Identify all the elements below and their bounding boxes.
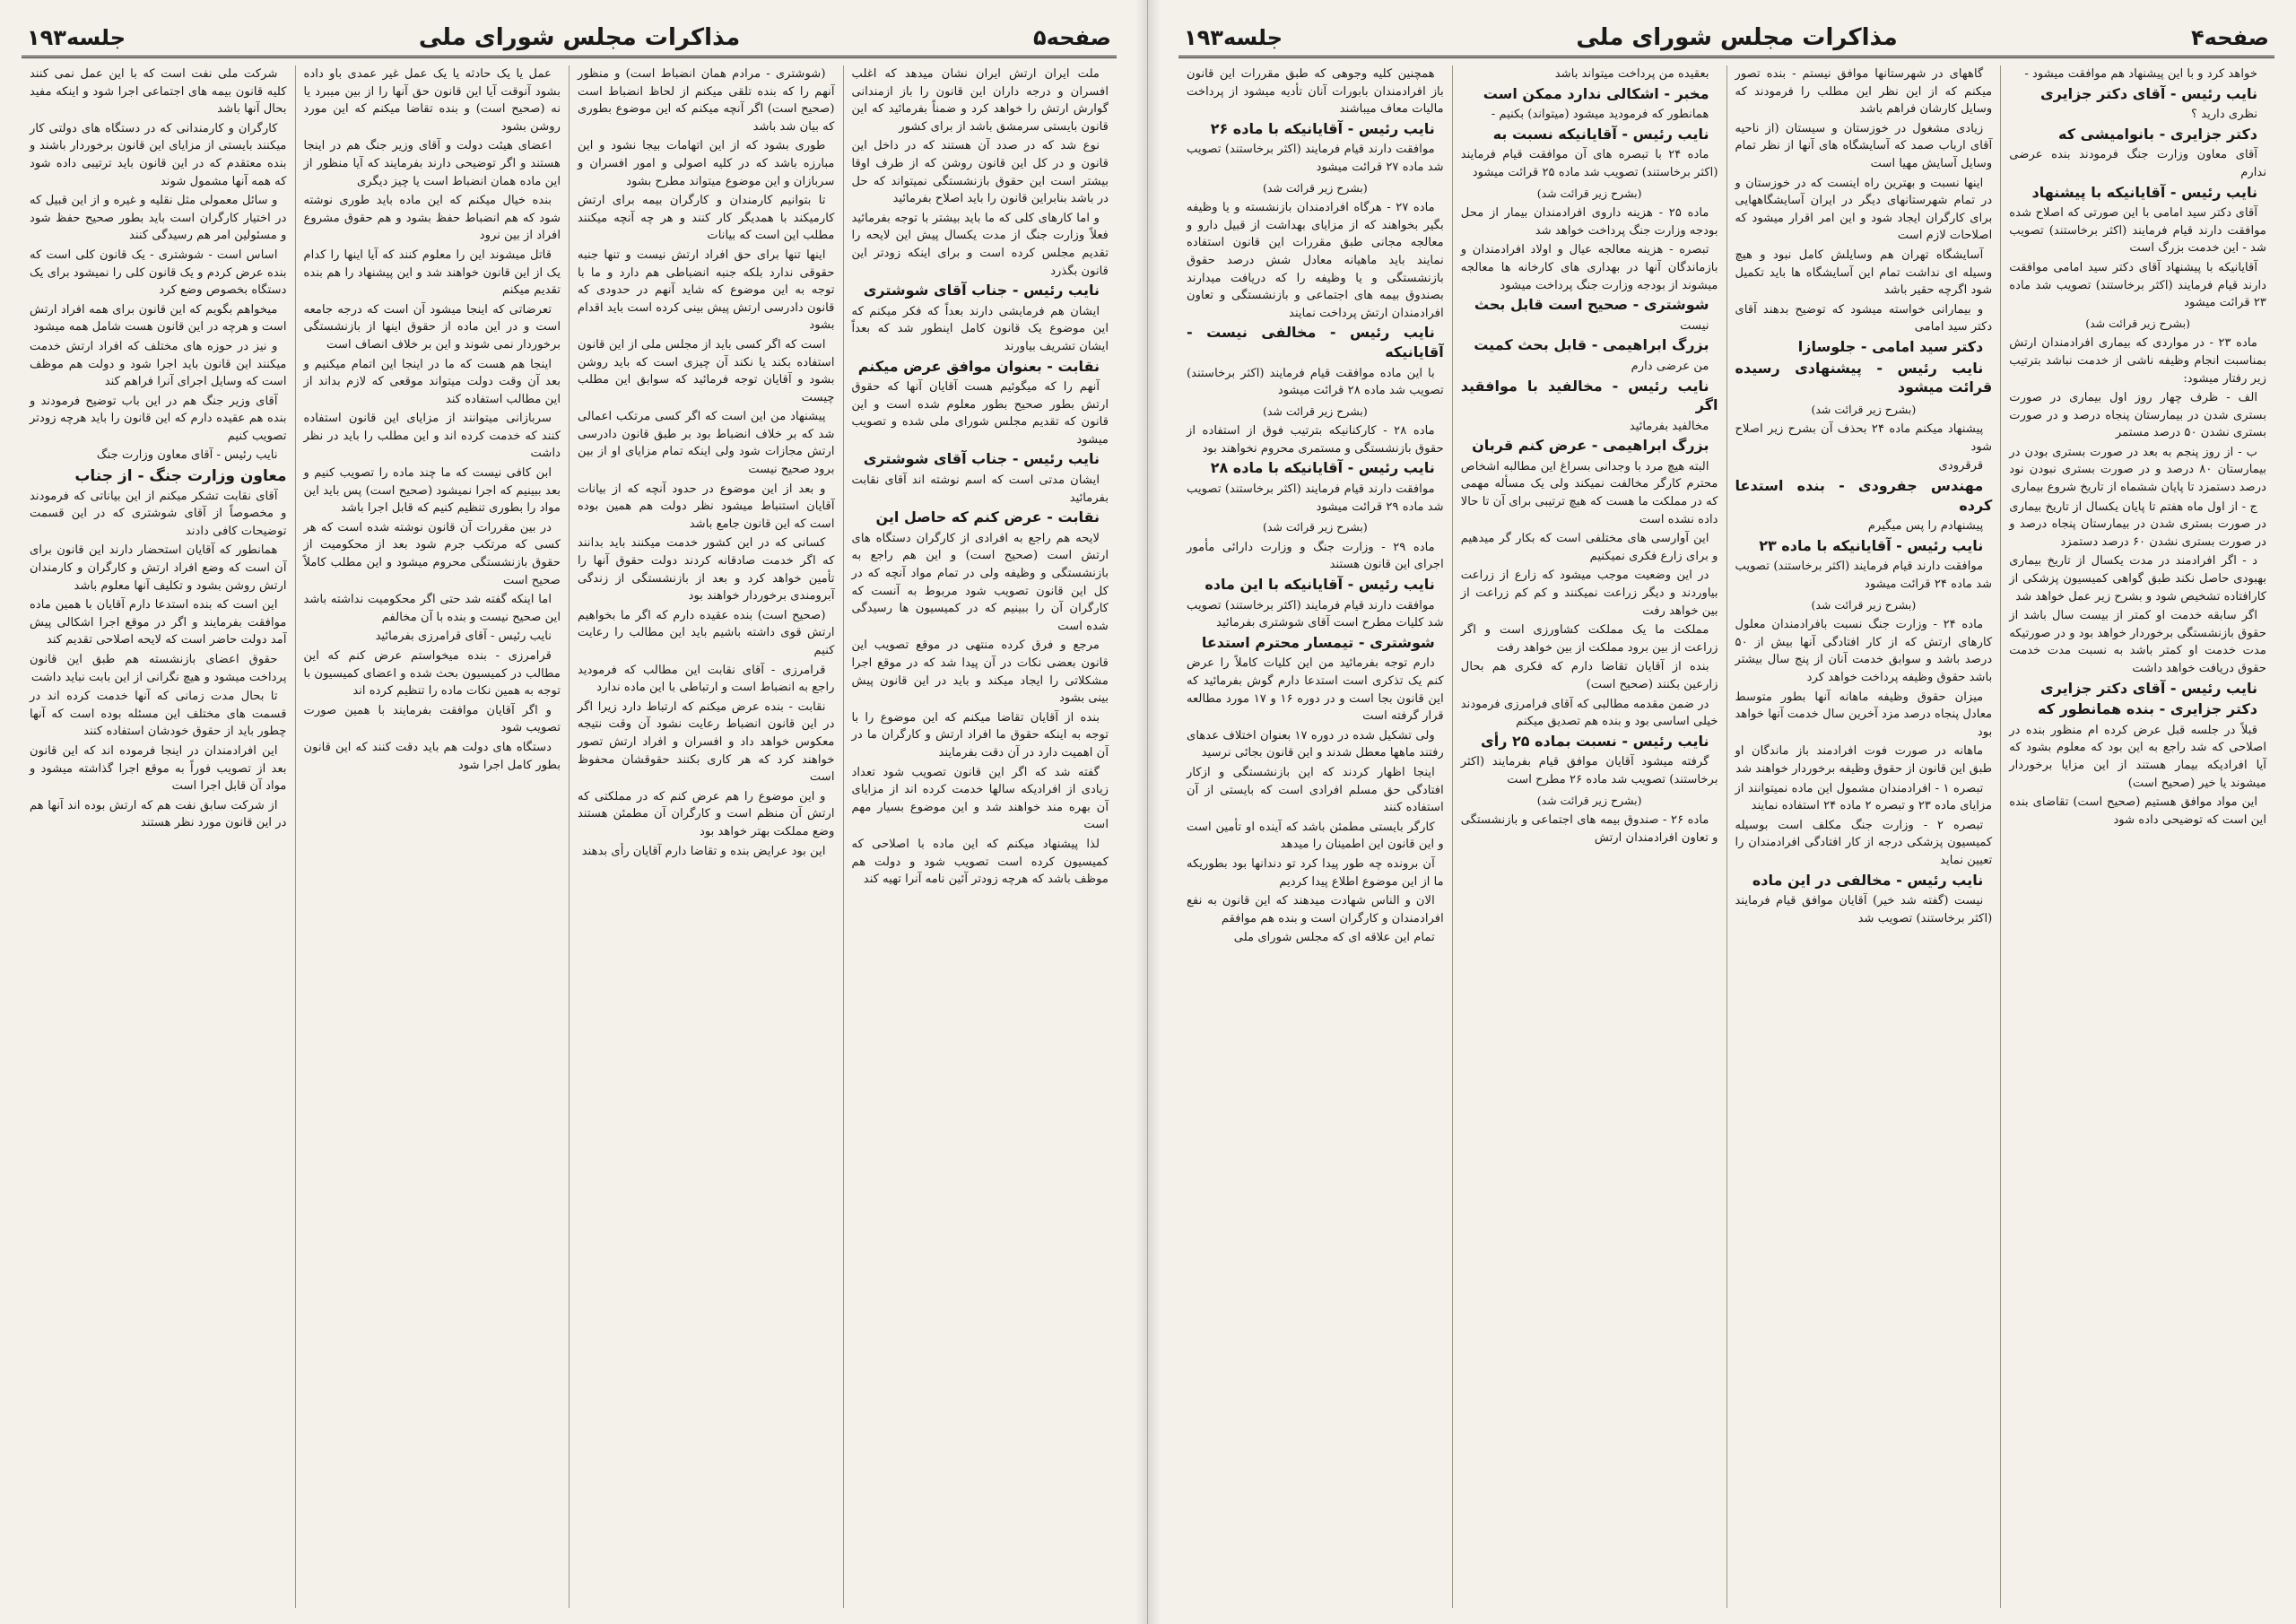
paragraph: آقای معاون وزارت جنگ فرمودند بنده عرضی ندارم [2009, 148, 2266, 179]
right-page [1148, 0, 2296, 1624]
paragraph: زیادی مشغول در خوزستان و سیستان (از ناحیه آقای ارباب صمد که آسایشگاه های آنها از نظر تمام وسایل آسایش مهیا است [1735, 121, 1993, 170]
paragraph: و نیز در حوزه های مختلف که افراد ارتش خدمت میکنند این قانون باید اجرا شود و دولت هم موظف است که وسایل اجرای آنرا فراهم کند [30, 339, 287, 389]
paragraph: آقای وزیر جنگ هم در این باب توضیح فرمودند و بنده هم عقیده دارم که این قانون را باید هرچه زودتر تصویب کنیم [30, 394, 287, 443]
left-page-title: مذاکرات مجلس شورای ملی [418, 24, 741, 51]
speaker-name: بزرگ ابراهیمی - قابل بحث کمیت [1474, 336, 1709, 354]
text-column [569, 65, 843, 1608]
paragraph: (صحیح است) بنده عقیده دارم که اگر ما بخواهیم ارتش قوی داشته باشیم باید این مطالب را رعایت کنیم [578, 608, 835, 657]
paragraph: همانطور که فرمودید میشود (میتواند) بکنیم - [1491, 108, 1709, 122]
paragraph: میزان حقوق وظیفه ماهانه آنها بطور متوسط معادل پنجاه درصد مزد آخرین سال خدمت آنها خواهد بود [1735, 690, 1993, 739]
speaker-line [1461, 296, 1718, 316]
paragraph: ابن کافی نیست که ما چند ماده را تصویب کنیم و بعد ببینیم که اجرا نمیشود (صحیح است) پس باید این مواد را بطوری تنظیم کنیم که قابل اجرا باشد [303, 466, 561, 516]
paragraph: در ضمن مقدمه مطالبی که آقای فرامرزی فرمودند خیلی اساسی بود و بنده هم تصدیق میکنم [1460, 697, 1718, 729]
reading-note: (بشرح زیر قرائت شد) [1262, 180, 1368, 195]
text-column [1178, 65, 1452, 1608]
paragraph: و بیمارانی خواسته میشود که توضیح بدهند آقای دکتر سید امامی [1735, 302, 1993, 334]
paragraph: است که اگر کسی باید از مجلس ملی از این قانون استفاده بکند یا نکند آن چیزی است که باید روشن بشود و آقایان توجه فرمائید که سوابق این مطلب چیست [578, 337, 835, 404]
paragraph: تا بحال مدت زمانی که آنها خدمت کرده اند در قسمت های مختلف این مسئله بوده است که آنها چطور باید از حقوق خودشان استفاده کنند [30, 690, 287, 739]
paragraph: بنده خیال میکنم که این ماده باید طوری نوشته شود که هم انضباط حفظ بشود و هم حقوق مشروع افراد از بین نرود [303, 194, 561, 243]
speaker-name: بزرگ ابراهیمی - عرض کنم قربان [1472, 437, 1709, 455]
text-column [2000, 65, 2274, 1608]
paragraph: و اما کارهای کلی که ما باید بیشتر با توجه بفرمائید فعلاً وزارت جنگ از مدت یکسال پیش این لایحه را تقدیم مجلس کرده است و برای اینکه زودتر این قانون بگذرد [851, 211, 1109, 278]
reading-note: (بشرح زیر قرائت شد) [1536, 186, 1642, 200]
speaker-name: مخبر - اشکالی ندارد ممکن است [1483, 84, 1709, 102]
paragraph: تا بتوانیم کارمندان و کارگران بیمه برای ارتش کارمیکند با همدیگر کار کنند و هر چه آنچه میکنند مطلب این است که بیانات [578, 194, 835, 243]
paragraph: از شرکت سابق نفت هم که ارتش بوده اند آنها هم در این قانون مورد نظر هستند [30, 798, 287, 830]
paragraph: اما اینکه گفته شد حتی اگر محکومیت نداشته باشد این صحیح نیست و بنده با آن مخالفم [303, 593, 561, 624]
paragraph: حقوق اعضای بازنشسته هم طبق این قانون پرداخت میشود و هیچ نگرانی از این بابت نباید داشت [30, 653, 287, 684]
speaker-name: نایب رئیس - آقایانیکه نسبت به [1492, 125, 1709, 143]
paragraph: این بود عرایض بنده و تقاضا دارم آقایان رأی بدهند [581, 844, 826, 858]
paragraph: بنده از آقایان تقاضا دارم که فکری هم بحال زارعین بکنند (صحیح است) [1460, 660, 1718, 691]
paragraph: اینجا اظهار کردند که این بازنشستگی و ازکار افتادگی حق مسلم افرادی است که بایستی از آن استفاده کنند [1187, 765, 1444, 815]
speaker-line [1187, 576, 1444, 595]
paragraph: همچنین کلیه وجوهی که طبق مقررات این قانون باز افرادمندان بابورات آنان تأدیه میشود از پرداخت مالیات معاف میباشند [1187, 67, 1444, 117]
speaker-line [1187, 324, 1444, 362]
speaker-name: شوشتری - تیمسار محترم استدعا [1201, 633, 1435, 651]
paragraph: گرفته میشود آقایان موافق قیام بفرمایند (اکثر برخاستند) تصویب شد ماده ۲۶ مطرح است [1460, 755, 1718, 786]
paragraph: نظری دارید ؟ [2191, 108, 2257, 122]
reading-note: (بشرح زیر قرائت شد) [1811, 597, 1917, 612]
speaker-line [1735, 477, 1993, 516]
paragraph: مرجع و فرق کرده منتهی در موقع تصویب این قانون بعضی نکات در آن پیدا شد که در موقع اجرا مشکلاتی را ایجاد میکند و باید در این قانون پیش بینی بشود [851, 638, 1109, 706]
speaker-line [2009, 700, 2266, 720]
paragraph: پیشنهاد میکنم ماده ۲۴ بحذف آن بشرح زیر اصلاح شود [1735, 422, 1993, 454]
paragraph: تبصره ۲ - وزارت جنگ مکلف است بوسیله کمیسیون پزشکی درجه از کار افتادگی افرادمندان را تعیین نماید [1735, 818, 1993, 867]
speaker-name: نایب رئیس - آقایانیکه با ماده ۲۶ [1210, 119, 1435, 137]
paragraph: اینها تنها برای حق افراد ارتش نیست و تنها جنبه حقوقی ندارد بلکه جنبه انضباطی هم دارد و ما با توجه به این موضوع که شاید آنهم در حدودی که قانون دادرسی ارتش پیش بینی کرده است باید اقدام بشود [578, 248, 835, 333]
paragraph: بنده از آقایان تقاضا میکنم که این موضوع را با توجه به اینکه حقوق ما افراد ارتش و کارگران ما در آن اهمیت دارد در آن دقت بفرمایند [851, 710, 1109, 760]
paragraph: نیست [1680, 318, 1709, 333]
speaker-name: شوشتری - صحیح است قابل بحث [1474, 296, 1709, 314]
paragraph: ب - از روز پنجم به بعد در صورت بستری بودن در بیمارستان ۸۰ درصد و در صورت بستری نبودن نود درصد دستمزد تا پایان ششماه از تاریخ شروع بیماری [2009, 445, 2266, 495]
paragraph: با این ماده موافقت قیام فرمایند (اکثر برخاستند) تصویب شد ماده ۲۸ قرائت میشود [1187, 366, 1444, 398]
paragraph: نیست (گفته شد خیر) آقایان موافق قیام فرمایند (اکثر برخاستند) تصویب شد [1735, 894, 1993, 925]
speaker-line [1735, 872, 1993, 891]
paragraph: پیشنهادم را پس میگیرم [1867, 519, 1984, 534]
speaker-name: نقابت - بعنوان موافق عرض میکنم [857, 357, 1100, 375]
text-column [1726, 65, 2001, 1608]
reading-note: (بشرح زیر قرائت شد) [1262, 404, 1368, 418]
paragraph: ماده ۲۷ - هرگاه افرادمندان بازنشسته و یا وظیفه بگیر بخواهند که از مزایای بهداشت از قبیل دارو و معالجه مجانی طبق مقررات این قانون استفاده نمایند باید ماهیانه معادل شش درصد حقوق بازنشستگی و یا وظیفه را که دریافت میدارند بصندوق بیمه های اجتماعی و بازنشستگی و تعاون افرادمندان ارتش پرداخت نمایند [1187, 201, 1444, 320]
paragraph: ماده ۲۳ - در مواردی که بیماری افرادمندان ارتش بمناسبت انجام وظیفه ناشی از خدمت نباشد بترتیب زیر رفتار میشود: [2009, 336, 2266, 386]
speaker-line [2009, 85, 2266, 105]
paragraph: شرکت ملی نفت است که با این عمل نمی کنند کلیه قانون بیمه های اجتماعی اجرا شود و اینکه مفید بحال آنها باشد [30, 67, 287, 117]
paragraph: آن برونده چه طور پیدا کرد تو دندانها بود بطوریکه ما از این موضوع اطلاع پیدا کردیم [1187, 856, 1444, 889]
speaker-line [1735, 360, 1993, 398]
speaker-name: دکتر سید امامی - جلوسازا [1797, 337, 1984, 355]
paragraph: آنهم را که میگوئیم هست آقایان آنها که حقوق ارتش بطور صحیح بطور معلوم شده است و این قانون که تقدیم مجلس شورای ملی شده و تصویب میشود [851, 380, 1109, 447]
speaker-name: نایب رئیس - آقای دکتر جزایری [2039, 84, 2257, 102]
paragraph: اعضای هیئت دولت و آقای وزیر جنگ هم در اینجا هستند و اگر توضیحی دارند بفرمایند که آیا منظور از این ماده همان انضباط است یا چیز دیگری [303, 139, 561, 188]
speaker-name: نایب رئیس - مخالفی نیست - آقایانیکه [1187, 324, 1444, 360]
paragraph: نقابت - بنده عرض میکنم که ارتباط دارد زیرا اگر در این قانون انضباط رعایت نشود آن وقت نتیجه معکوس خواهد داد و افسران و افراد ارتش تصور خواهند کرد که هر کاری بکنند حقوقشان محفوظ است [578, 699, 835, 785]
paragraph: گاههای در شهرستانها موافق نیستم - بنده تصور میکنم که از این نظر این مطلب را فرمودند که وسایل کارشان فراهم باشد [1735, 67, 1993, 117]
text-column [843, 65, 1118, 1608]
paragraph: د - اگر افرادمند در مدت یکسال از تاریخ بیماری بهبودی حاصل نکند طبق گواهی کمیسیون پزشکی از کارافتاده تشخیص شود و بشرح زیر عمل خواهد شد [2009, 554, 2266, 604]
paragraph: آقای دکتر سید امامی با این صورتی که اصلاح شده موافقت دارند قیام فرمایند (اکثر برخاستند) تصویب شد - این خدمت بزرگ است [2009, 206, 2266, 256]
speaker-name: نایب رئیس - مخالفید با موافقید اگر [1460, 377, 1718, 414]
paragraph: مخالفید بفرمائید [1629, 419, 1709, 433]
reading-note: (بشرح زیر قرائت شد) [1262, 520, 1368, 534]
paragraph: ماده ۲۹ - وزارت جنگ و وزارت دارائی مأمور اجرای این قانون هستند [1187, 540, 1444, 572]
speaker-name: دکتر جزایری - بنده همانطور که [2038, 700, 2257, 718]
paragraph: میخواهم بگویم که این قانون برای همه افراد ارتش است و هرچه در این قانون هست شامل همه میشود [30, 302, 287, 334]
paragraph: این مواد موافق هستیم (صحیح است) تقاضای بنده این است که توضیحی داده شود [2009, 795, 2266, 827]
paragraph: مملکت ما یک مملکت کشاورزی است و اگر زراعت از بین برود مملکت از بین خواهد رفت [1460, 623, 1718, 655]
speaker-name: نایب رئیس - جناب آقای شوشتری [863, 450, 1100, 468]
paragraph: تمام این علاقه ای که مجلس شورای ملی [1233, 931, 1435, 945]
speaker-name: مهندس جفرودی - بنده استدعا کرده [1735, 477, 1993, 514]
left-page-header [22, 20, 1117, 58]
speaker-line [1735, 338, 1993, 358]
paragraph: ولی تشکیل شده در دوره ۱۷ بعنوان اختلاف عدهای رفتند ماهها معطل شدند و این قانون بجائی نرسید [1187, 728, 1444, 760]
paragraph: و این موضوع را هم عرض کنم که در مملکتی که ارتش آن منظم است و کارگران آن مطمئن هستند وضع مملکت بهتر خواهد بود [578, 789, 835, 838]
text-column [22, 65, 295, 1608]
paragraph: ج - از اول ماه هفتم تا پایان یکسال از تاریخ بیماری در صورت بستری شدن در بیمارستان پنجاه درصد و در صورت بستری نشدن ۶۰ درصد دستمزد [2009, 499, 2266, 549]
paragraph: لایحه هم راجع به افرادی از کارگران دستگاه های ارتش است (صحیح است) و این هم راجع به بازنشستگی و وظیفه ولی در تمام مواد آنچه که در کل این قانون تصویب شود مربوط به آنست که کارگران آن را ببینیم که در کمیسیون ها رسیدگی شده است [851, 531, 1109, 633]
paragraph: موافقت دارند قیام فرمایند (اکثر برخاستند) تصویب شد ماده ۲۷ قرائت میشود [1187, 143, 1444, 174]
paragraph: ملت ایران ارتش ایران نشان میدهد که اغلب افسران و درجه داران این قانون را باز ازمندانی گوارش ارتش را خواهد کرد و ضمناً بفرمائید که این قانون بایستی سرمشق باشد از برای کشور [851, 67, 1109, 134]
speaker-line [852, 358, 1109, 378]
paragraph: بعقیده من پرداخت میتواند باشد [1554, 67, 1709, 81]
paragraph: همانطور که آقایان استحضار دارند این قانون برای آن است که وضع افراد ارتش و کارگران و کارمندان ارتش روشن بشود و تکلیف آنها معلوم باشد [30, 543, 287, 593]
speaker-name: نایب رئیس - آقایانیکه با پیشنهاد [2031, 183, 2257, 201]
paragraph: اینجا هم هست که ما در اینجا این اتمام میکنیم و بعد آن وقت دولت میتواند موقعی که لازم بداند از این مطالب استفاده کند [303, 357, 561, 406]
paragraph: (شوشتری - مرادم همان انضباط است) و منظور آنهم را که بنده تلقی میکنم از لحاظ انضباط است (صحیح است) اگر آنچه میکنم که این موضوع بطوری که بیان شد باشد [578, 67, 835, 134]
speaker-line [2009, 126, 2266, 145]
speaker-name: نایب رئیس - آقایانیکه با ماده ۲۸ [1210, 459, 1435, 477]
paragraph: طوری بشود که از این اتهامات بیجا نشود و این مبارزه باشد که در کلیه اصولی و امور افسران و سربازان و این موضوع میتواند مطرح بشود [578, 139, 835, 188]
paragraph: من عرضی دارم [1631, 359, 1709, 373]
reading-note: (بشرح زیر قرائت شد) [2085, 316, 2191, 330]
right-page-number: صفحه۴ [2191, 25, 2269, 50]
paragraph: تبصره - هزینه معالجه عیال و اولاد افرادمندان و بازماندگان آنها در بهداری های کارخانه ها معالجه میشوند از بودجه وزارت جنگ پرداخت میشود [1460, 243, 1718, 292]
paragraph: الف - ظرف چهار روز اول بیماری در صورت بستری شدن در بیمارستان پنجاه درصد و در صورت بستری نشدن ۵۰ درصد مستمر [2009, 391, 2266, 440]
paragraph: عمل یا یک حادثه یا یک عمل غیر عمدی باو داده بشود آنوقت آیا این قانون حق آنها را از بین میبرد یا نه (صحیح است) و بنده تقاضا میکنم که این مورد روشن بشود [303, 67, 561, 134]
speaker-name: نایب رئیس - آقایانیکه با ماده ۲۳ [1759, 536, 1984, 554]
paragraph: موافقت دارند قیام فرمایند (اکثر برخاستند) تصویب شد کلیات مطرح است آقای شوشتری بفرمائید [1187, 598, 1444, 630]
paragraph: قرقرودی [1938, 459, 1984, 473]
speaker-name: نایب رئیس - پیشنهادی رسیده قرائت میشود [1735, 359, 1993, 396]
speaker-line [852, 508, 1109, 528]
paragraph: تعرضاتی که اینجا میشود آن است که درجه جامعه است و در این ماده از حقوق اینها از بازنشستگی برخوردار نمی شوند و این بر خلاف انصاف است [303, 302, 561, 352]
speaker-name: نقابت - عرض کنم که حاصل این [875, 508, 1100, 526]
paragraph: این افرادمندان در اینجا فرموده اند که این قانون بعد از تصویب فوراً به موقع اجرا گذاشته میشود و مواد آن قابل اجرا است [30, 743, 287, 794]
paragraph: اساس است - شوشتری - یک قانون کلی است که بنده عرض کردم و یک قانون کلی را نمیشود برای یک دستگاه بخصوص وضع کرد [30, 248, 287, 298]
speaker-line [852, 450, 1109, 470]
paragraph: پیشنهاد من این است که اگر کسی مرتکب اعمالی شد که بر خلاف انضباط بود بر طبق قانون دادرسی ارتش مجازات شود ولی اینکه تمام مزایای او از بین برود صحیح نیست [578, 410, 835, 477]
paragraph: در بین مقررات آن قانون نوشته شده است که هر کسی که مرتکب جرم شود بعد از محکومیت از حقوق بازنشستگی محروم میشود و این مطلب کاملاً صحیح است [303, 520, 561, 587]
paragraph: نوع شد که در صدد آن هستند که در داخل این قانون و در کل این قانون روشن که از طرف اوقا بیشتر است این حقوق بازنشستگی نمیتواند که حل در باشد بنابراین قانون را باید اصلاح بفرمائید [851, 139, 1109, 206]
speaker-line [1461, 378, 1718, 416]
paragraph: تبصره ۱ - افرادمندان مشمول این ماده نمیتوانند از مزایای ماده ۲۳ و تبصره ۲ ماده ۲۴ استفاده نمایند [1735, 781, 1993, 813]
text-column [1452, 65, 1726, 1608]
paragraph: ماده ۲۵ - هزینه داروی افرادمندان بیمار از محل بودجه وزارت جنگ پرداخت خواهد شد [1460, 206, 1718, 238]
speaker-line [1461, 126, 1718, 145]
speaker-name: نایب رئیس - مخالفی در این ماده [1752, 871, 1984, 889]
paragraph: آقای نقابت تشکر میکنم از این بیاناتی که فرمودند و مخصوصاً از آقای شوشتری که در این قسمت توضیحات کافی دادند [30, 489, 287, 538]
speaker-line [1461, 336, 1718, 356]
paragraph: ایشان مدتی است که اسم نوشته اند آقای نقابت بفرمائید [851, 473, 1109, 505]
reading-note: (بشرح زیر قرائت شد) [1811, 402, 1917, 416]
paragraph: ایشان هم فرمایشی دارند بعداً که فکر میکنم که این موضوع یک قانون کامل اینطور شد که بعداً ایشان تشریف بیاورند [851, 304, 1109, 353]
text-column [295, 65, 570, 1608]
paragraph: موافقت دارند قیام فرمایند (اکثر برخاستند) تصویب شد ماده ۲۴ قرائت میشود [1735, 560, 1993, 592]
right-page-header [1178, 20, 2274, 58]
speaker-name: دکتر جزایری - بانوامیشی که [2058, 125, 2257, 143]
speaker-line [1187, 634, 1444, 654]
left-page-columns [22, 65, 1117, 1608]
paragraph: دارم توجه بفرمائید من این کلیات کاملاً را عرض کنم یک تذکری است استدعا دارم گوش بفرمائید که این قانون بجا است و در دوره ۱۶ و ۱۷ مورد مطالعه قرار گرفته است [1187, 656, 1444, 724]
paragraph: دستگاه های دولت هم باید دقت کنند که این قانون بطور کامل اجرا شود [303, 740, 561, 772]
paragraph: گفته شد که اگر این قانون تصویب شود تعداد زیادی از افرادیکه سالها خدمت کرده اند از مزایای آن بهره مند خواهند شد و این موضوع بسیار مهم است [851, 765, 1109, 832]
paragraph: و اگر آقایان موافقت بفرمایند با همین صورت تصویب شود [303, 703, 561, 735]
speaker-line [1187, 120, 1444, 140]
paragraph: و بعد از این موضوع در حدود آنچه که از بیانات آقایان استنباط میشود نظر دولت هم همین بوده است که این قانون جامع باشد [578, 482, 835, 531]
speaker-name: نایب رئیس - نسبت بماده ۲۵ رأی [1481, 732, 1709, 750]
paragraph: ماده ۲۶ - صندوق بیمه های اجتماعی و بازنشستگی و تعاون افرادمندان ارتش [1460, 813, 1718, 845]
speaker-line [2009, 184, 2266, 204]
paragraph: ماده ۲۴ - وزارت جنگ نسبت بافرادمندان معلول کارهای ارتش که از کار افتادگی آنها بیش از ۵۰ درصد باشد و سوابق خدمت آنان از پنج سال بیشتر باشد حقوق وظیفه پرداخت خواهد کرد [1735, 618, 1993, 684]
paragraph: اینها نسبت و بهترین راه اینست که در خوزستان و در تمام شهرستانهای دیگر در ایران آسایشگاههایی برای کارگران ایجاد شود و این امر اقرار میشود که اصلاحات لازم است [1735, 176, 1993, 243]
speaker-line [1187, 459, 1444, 479]
paragraph: آسایشگاه تهران هم وسایلش کامل نبود و هیچ وسیله ای نداشت تمام این آسایشگاه ها باید تکمیل شود اگرچه حقیر باشد [1735, 248, 1993, 298]
speaker-line [1735, 537, 1993, 557]
speaker-line [1461, 437, 1718, 456]
paragraph: این آوارسی های مختلفی است که بکار گر میدهیم و برای زارع فکری نمیکنیم [1460, 532, 1718, 563]
paragraph: نایب رئیس - آقای معاون وزارت جنگ [96, 448, 278, 463]
paragraph: این است که بنده استدعا دارم آقایان با همین ماده موافقت بفرمایند و اگر در موقع اجرا اشکالی پیش آمد دولت حاضر است که لایحه اصلاحی تقدیم کند [30, 598, 287, 647]
reading-note: (بشرح زیر قرائت شد) [1536, 793, 1642, 807]
paragraph: کسانی که در این کشور خدمت میکنند باید بدانند که اگر خدمت صادقانه کردند دولت حقوق آنها را تأمین خواهد کرد و بعد از بازنشستگی از زندگی آبرومندی برخوردار خواهند بود [578, 536, 835, 604]
paragraph: ماده ۲۸ - کارکنانیکه بترتیب فوق از استفاده از حقوق بازنشستگی و مستمری محروم نخواهند بود [1187, 424, 1444, 456]
speaker-name: نایب رئیس - جناب آقای شوشتری [863, 282, 1100, 300]
paragraph: در این وضعیت موجب میشود که زارع از زراعت بیاوردند و دیگر زراعت نمیکنند و کم کم زراعت از بین خواهد رفت [1460, 569, 1718, 618]
speaker-name: نایب رئیس - آقای دکتر جزایری [2039, 679, 2257, 697]
paragraph: ماهانه در صورت فوت افرادمند باز ماندگان او طبق این قانون از حقوق وظیفه برخوردار خواهند شد [1735, 744, 1993, 776]
paragraph: آقایانیکه با پیشنهاد آقای دکتر سید امامی موافقت دارند قیام فرمایند (اکثر برخاستند) تصویب شد ماده ۲۳ قرائت میشود [2009, 260, 2266, 310]
paragraph: کارگر بایستی مطمئن باشد که آینده او تأمین است و این قانون این اطمینان را میدهد [1187, 820, 1444, 852]
speaker-name: نایب رئیس - آقایانیکه با این ماده [1205, 576, 1435, 594]
paragraph: نایب رئیس - آقای قرامرزی بفرمائید [375, 630, 552, 644]
paragraph: اگر سابقه خدمت او کمتر از بیست سال باشد از حقوق بازنشستگی برخوردار خواهد بود و در صورتیکه مدت خدمت او کمتر باشد به نسبت مدت خدمت حقوق دریافت خواهد داشت [2009, 609, 2266, 675]
paragraph: قبلاً در جلسه قبل عرض کرده ام منظور بنده در اصلاحی که شد راجع به این بود که معلوم بشود که آیا افرادیکه بیمار هستند از این مزایا برخوردار میشوند یا خیر (صحیح است) [2009, 723, 2266, 790]
paragraph: لذا پیشنهاد میکنم که این ماده با اصلاحی که کمیسیون کرده است تصویب شود و دولت هم موظف باشد که هرچه زودتر آئین نامه آنرا تهیه کند [851, 837, 1109, 887]
paragraph: و سائل معمولی مثل نقلیه و غیره و از این قبیل که در اختیار کارگران است باید بطور صحیح حفظ شود و مسئولین امر هم رسیدگی کنند [30, 194, 287, 243]
paragraph: سربازانی میتوانند از مزایای این قانون استفاده کنند که خدمت کرده اند و این مطلب را باید در نظر داشت [303, 412, 561, 461]
speaker-line [1461, 85, 1718, 105]
paragraph: موافقت دارند قیام فرمایند (اکثر برخاستند) تصویب شد ماده ۲۹ قرائت میشود [1187, 482, 1444, 514]
left-page-session: جلسه۱۹۳ [27, 25, 126, 50]
paragraph: کارگران و کارمندانی که در دستگاه های دولتی کار میکنند بایستی از مزایای این قانون برخوردار باشند و بنده معتقدم که در این قانون باید ترتیبی داده شود که همه آنها مشمول شوند [30, 121, 287, 188]
right-page-title: مذاکرات مجلس شورای ملی [1576, 24, 1898, 51]
right-page-columns [1178, 65, 2274, 1608]
paragraph: خواهد کرد و با این پیشنهاد هم موافقت میشود - [2024, 67, 2257, 81]
speaker-line [852, 282, 1109, 301]
left-page-number: صفحه۵ [1033, 25, 1111, 50]
speaker-line [1461, 733, 1718, 752]
right-page-session: جلسه۱۹۳ [1184, 25, 1283, 50]
speaker-line [2009, 680, 2266, 699]
paragraph: قرامرزی - آقای نقابت این مطالب که فرمودید راجع به انضباط است و ارتباطی با این ماده ندارد [578, 663, 835, 695]
paragraph: ماده ۲۴ با تبصره های آن موافقت قیام فرمایند (اکثر برخاستند) تصویب شد ماده ۲۵ قرائت میشود [1460, 148, 1718, 179]
paragraph: قرامرزی - بنده میخواستم عرض کنم که این مطالب در کمیسیون بحث شده و اعضای کمیسیون با توجه به همین نکات ماده را تنظیم کرده اند [303, 649, 561, 699]
paragraph: قاتل میشوند این را معلوم کنند که آیا اینها را کدام یک از این قانون خواهند شد و این پیشنهاد را هم بنده تقدیم میکنم [303, 248, 561, 298]
section-subhead: معاون وزارت جنگ - از جناب [74, 467, 287, 486]
paragraph: البته هیچ مرد با وجدانی بسراغ این مطالبه اشخاص محترم کارگر مخالفت نمیکند ولی یک مسأله مهمی که در مملکت ما هست که هیچ ترتیبی برای آن تا حالا داده نشده است [1460, 459, 1718, 526]
paragraph: الان و الناس شهادت میدهند که این قانون به نفع افرادمندان و کارگران است و بنده هم موافقم [1187, 894, 1444, 925]
